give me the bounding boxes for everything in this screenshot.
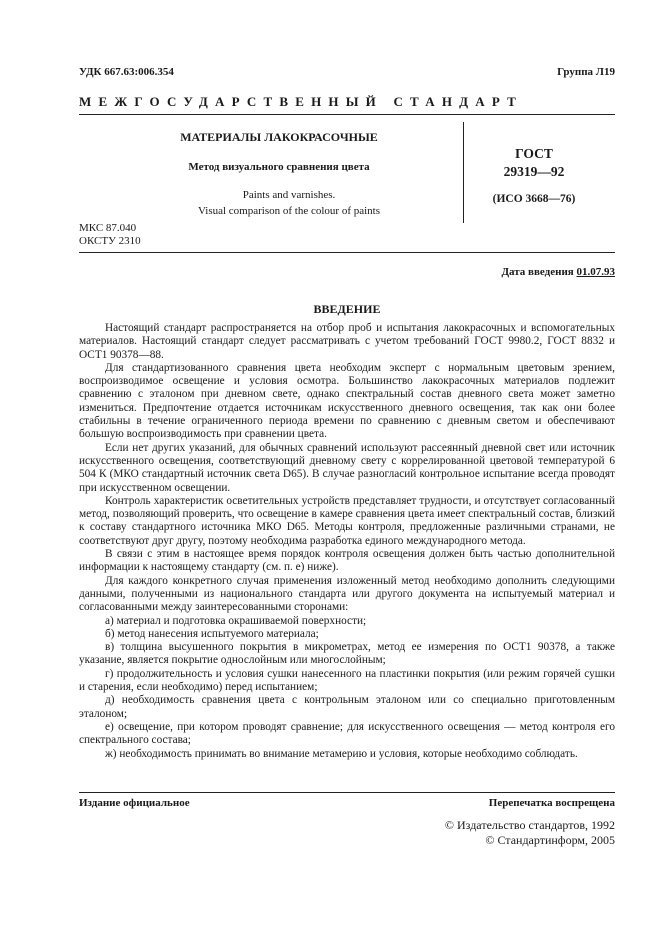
interstate-standard-heading: МЕЖГОСУДАРСТВЕННЫЙ СТАНДАРТ xyxy=(79,94,524,109)
okstu-code: ОКСТУ 2310 xyxy=(79,235,141,247)
standard-subtitle: Метод визуального сравнения цвета xyxy=(188,161,370,173)
paragraph: Настоящий стандарт распространяется на отбор проб и испытания лакокрасочных и вспомогательных материалов. Настоящий стандарт следует рассматривать с учетом требований ГОСТ 9980.2, ГОСТ 8832 и ОСТ1 90378—88. xyxy=(79,322,615,361)
copyright-standartinform: © Стандартинформ, 2005 xyxy=(485,833,615,847)
copyright-block xyxy=(445,818,615,848)
paragraph: В связи с этим в настоящее время порядок контроля освещения должен быть частью дополнительной информации к настоящему стандарту (см. п. е) ниже). xyxy=(79,548,615,574)
paragraph: Контроль характеристик осветительных устройств представляет трудности, и отсутствует согласованный метод, позволяющий проверить, что освещение в камере сравнения цвета имеет спектральный состав, близкий к составу стандартного источника МКО D65. Методы контроля, предложенные различными странами, не соответствуют друг другу, поэтому необходима разработка единого международного метода. xyxy=(79,494,615,547)
top-rule xyxy=(79,114,615,115)
english-title-line-1: Paints and varnishes. xyxy=(242,189,336,201)
footer-line xyxy=(79,797,615,809)
list-item: а) материал и подготовка окрашиваемой поверхности; xyxy=(105,614,367,627)
mks-code: МКС 87.040 xyxy=(79,222,137,234)
paragraph: Если нет других указаний, для обычных сравнений используют рассеянный дневной свет или источник искусственного освещения, соответствующий дневному свету с коррелированной цветовой температурой 6 504 К (МКО стандартный источник света D65). В случае разногласий контрольное испытание всегда проводят при искусственном освещении. xyxy=(79,441,615,494)
list-item: б) метод нанесения испытуемого материала; xyxy=(105,627,319,640)
gost-label: ГОСТ xyxy=(515,146,553,161)
classification-rule xyxy=(79,252,615,253)
section-title: ВВЕДЕНИЕ xyxy=(313,302,381,316)
introduction-date-label: Дата введения xyxy=(501,266,574,278)
gost-number: 29319—92 xyxy=(503,164,565,179)
list-item: е) освещение, при котором проводят сравнение; для искусственного освещения — метод контроля его спектрального состава; xyxy=(79,720,615,747)
footer-rule xyxy=(79,792,615,793)
iso-equivalent: (ИСО 3668—76) xyxy=(492,193,576,205)
introduction-date-value: 01.07.93 xyxy=(576,266,615,278)
english-title-line-2: Visual comparison of the colour of paints xyxy=(197,205,381,217)
english-title xyxy=(119,187,459,219)
standard-title: МАТЕРИАЛЫ ЛАКОКРАСОЧНЫЕ xyxy=(180,130,378,144)
body-text xyxy=(79,322,615,761)
list-item: ж) необходимость принимать во внимание метамерию и условия, которые необходимо соблюдать. xyxy=(105,747,578,760)
classification-codes xyxy=(79,222,141,248)
list-item: д) необходимость сравнения цвета с контрольным эталоном или со специально приготовленным эталоном; xyxy=(79,694,615,720)
list-item: г) продолжительность и условия сушки нанесенного на пластинки покрытия (или режим горячей сушки и старения, если необходимо) перед испытанием; xyxy=(79,667,615,694)
udk-code: УДК 667.63:006.354 xyxy=(79,66,174,78)
group-code: Группа Л19 xyxy=(557,66,615,78)
paragraph: Для каждого конкретного случая применения изложенный метод необходимо дополнить следующими данными, полученными из национального стандарта или другого документа на испытуемый материал и согласованными между заинтересованными сторонами: xyxy=(79,574,615,614)
official-edition: Издание официальное xyxy=(79,797,190,809)
paragraph: Для стандартизованного сравнения цвета необходим эксперт с нормальным цветовым зрением, воспроизводимое освещение и условия осмотра. Большинство лакокрасочных материалов подлежит сравнению с эталоном при дневном свете, однако спектральный состав дневного света может заметно измениться. Предпочтение отдается источникам искусственного дневного освещения, так как они более стабильны в течение ограниченного периода времени по сравнению с дневным светом и обеспечивают большую воспроизводимость при сравнении цвета. xyxy=(79,361,615,441)
title-block xyxy=(79,130,459,219)
reprint-notice: Перепечатка воспрещена xyxy=(488,797,615,809)
header-line xyxy=(79,66,615,78)
title-divider xyxy=(463,122,464,223)
gost-designation xyxy=(474,145,594,181)
list-item: в) толщина высушенного покрытия в микрометрах, метод ее измерения по ОСТ1 90378, а также указание, является покрытие однослойным или многослойным; xyxy=(79,641,615,667)
introduction-date xyxy=(501,266,615,278)
copyright-publisher: © Издательство стандартов, 1992 xyxy=(444,818,615,832)
